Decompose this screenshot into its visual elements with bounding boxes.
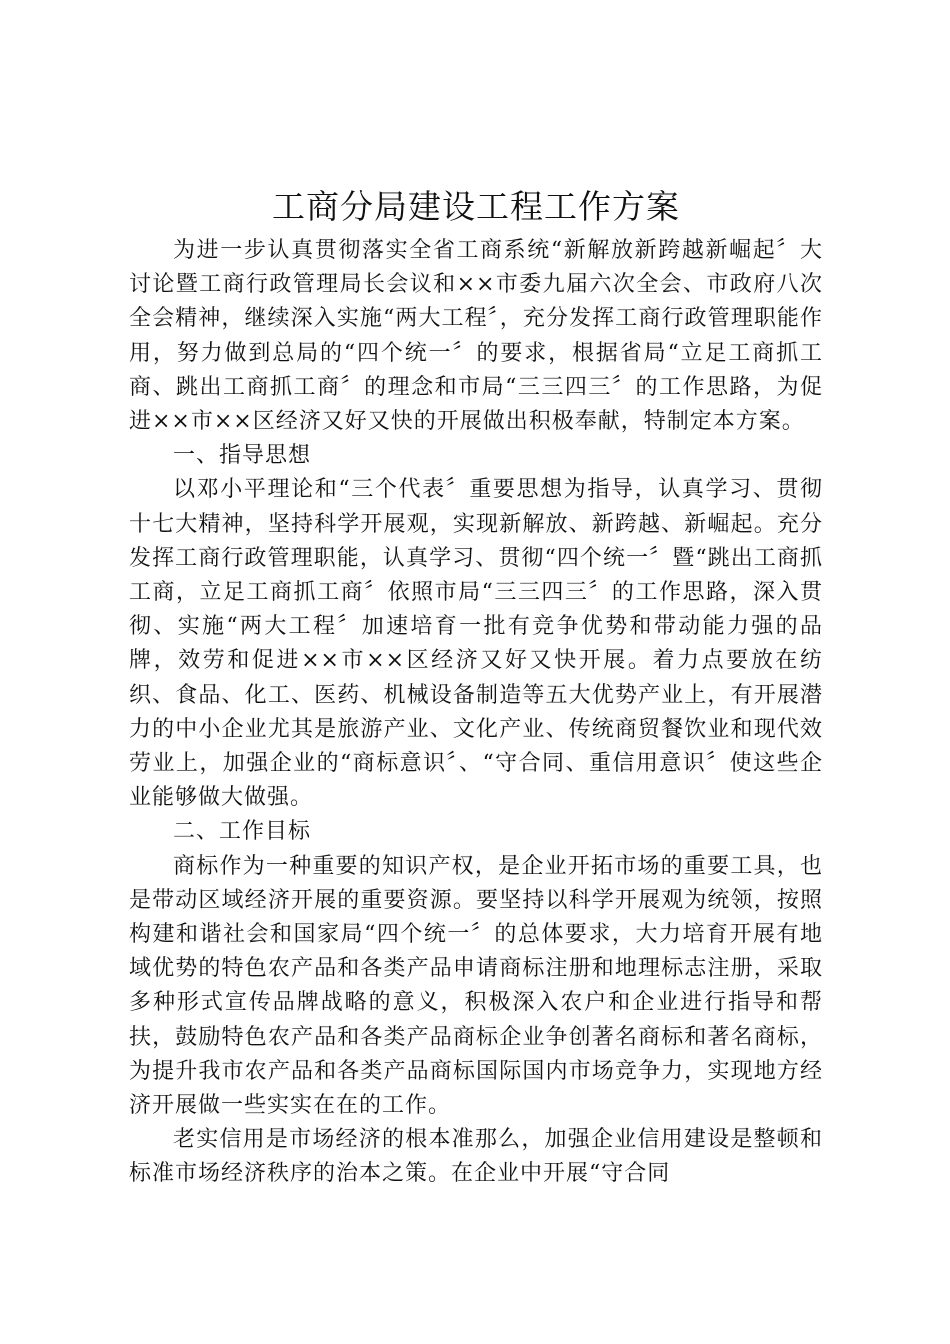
work-goals-paragraph-credit: 老实信用是市场经济的根本准那么，加强企业信用建设是整顿和标准市场经济秩序的治本之策。在企业中开展“守合同: [129, 1127, 823, 1187]
intro-paragraph: 为进一步认真贯彻落实全省工商系统“新解放新跨越新崛起〞大讨论暨工商行政管理局长会议和××市委九届六次全会、市政府八次全会精神，继续深入实施“两大工程〞，充分发挥工商行政管理职能作用，努力做到总局的“四个统一〞的要求，根据省局“立足工商抓工商、跳出工商抓工商〞的理念和市局“三三四三〞的工作思路，为促进××市××区经济又好又快的开展做出积极奉献，特制定本方案。: [129, 238, 823, 435]
document-title: 工商分局建设工程工作方案: [272, 187, 680, 226]
guiding-ideology-paragraph: 以邓小平理论和“三个代表〞重要思想为指导，认真学习、贯彻十七大精神，坚持科学开展观，实现新解放、新跨越、新崛起。充分发挥工商行政管理职能，认真学习、贯彻“四个统一〞暨“跳出工商抓工商，立足工商抓工商〞依照市局“三三四三〞的工作思路，深入贯彻、实施“两大工程〞加速培育一批有竞争优势和带动能力强的品牌，效劳和促进××市××区经济又好又快开展。着力点要放在纺织、食品、化工、医药、机械设备制造等五大优势产业上，有开展潜力的中小企业尤其是旅游产业、文化产业、传统商贸餐饮业和现代效劳业上，加强企业的“商标意识〞、“守合同、重信用意识〞使这些企业能够做大做强。: [129, 477, 823, 811]
work-goals-paragraph-trademark: 商标作为一种重要的知识产权，是企业开拓市场的重要工具，也是带动区域经济开展的重要资源。要坚持以科学开展观为统领，按照构建和谐社会和国家局“四个统一〞的总体要求，大力培育开展有地域优势的特色农产品和各类产品申请商标注册和地理标志注册，采取多种形式宣传品牌战略的意义，积极深入农户和企业进行指导和帮扶，鼓励特色农产品和各类产品商标企业争创著名商标和著名商标，为提升我市农产品和各类产品商标国际国内市场竞争力，实现地方经济开展做一些实实在在的工作。: [129, 853, 823, 1119]
section-heading-work-goals: 二、工作目标: [173, 819, 312, 845]
document-body: [129, 184, 823, 1192]
section-heading-guiding-ideology: 一、指导思想: [173, 443, 312, 469]
